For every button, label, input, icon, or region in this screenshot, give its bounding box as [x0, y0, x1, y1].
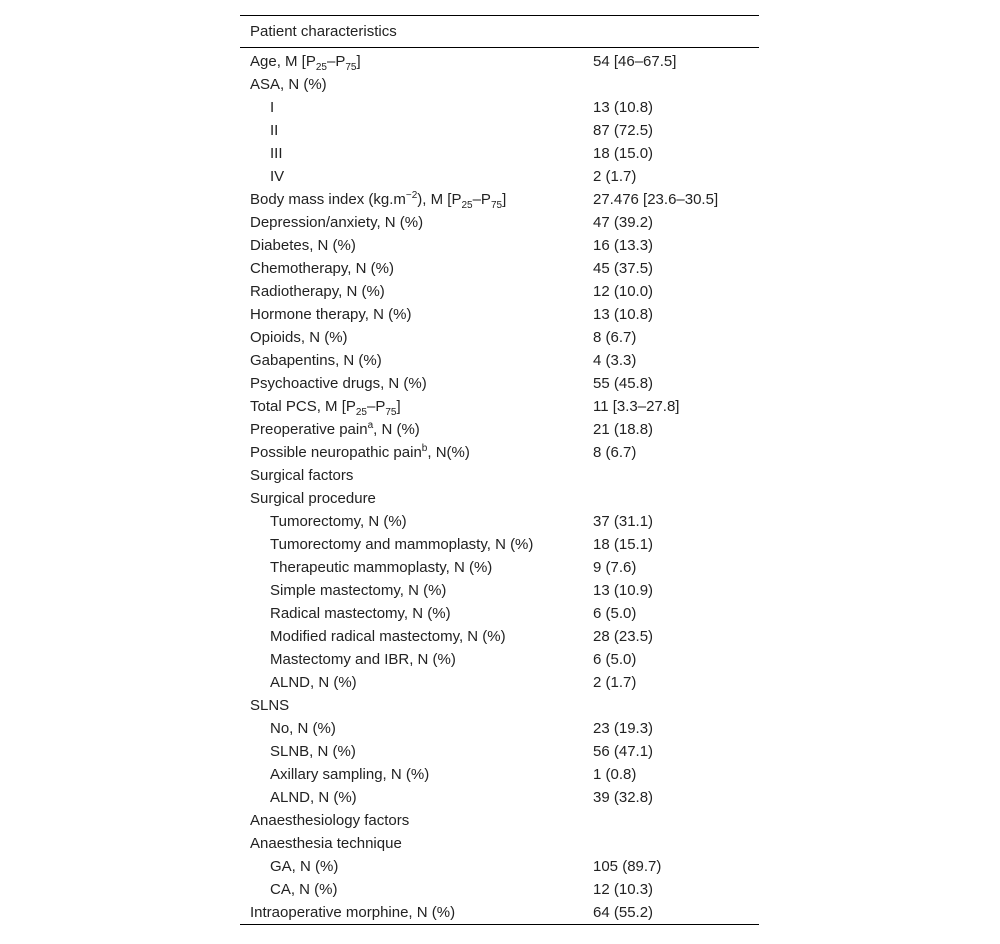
table-row [240, 349, 759, 372]
row-label: I [270, 99, 275, 116]
row-value [593, 809, 759, 832]
row-label: Gabapentins, N (%) [250, 352, 382, 369]
table-row [240, 625, 759, 648]
row-label: Tumorectomy and mammoplasty, N (%) [270, 536, 534, 553]
row-label: Diabetes, N (%) [250, 237, 356, 254]
row-value: 12 (10.0) [593, 283, 654, 300]
row-value: 11 [3.3–27.8] [593, 398, 680, 415]
row-label: Surgical factors [250, 467, 354, 484]
row-label: Possible neuropathic pain$^b$, N(%) [250, 443, 470, 461]
table-row [240, 763, 759, 786]
table-row [240, 694, 759, 717]
row-value: 55 (45.8) [593, 375, 654, 392]
table-row [240, 901, 759, 925]
row-label: ASA, N (%) [250, 76, 327, 93]
table-row [240, 671, 759, 694]
row-label: Axillary sampling, N (%) [270, 766, 430, 783]
row-label: Surgical procedure [250, 490, 376, 507]
row-label: GA, N (%) [270, 858, 339, 875]
row-label: Intraoperative morphine, N (%) [250, 904, 456, 921]
row-value: 28 (23.5) [593, 628, 654, 645]
row-value [593, 464, 759, 487]
row-value: 45 (37.5) [593, 260, 654, 277]
row-value: 39 (32.8) [593, 789, 654, 806]
table-row [240, 73, 759, 96]
row-label: Depression/anxiety, N (%) [250, 214, 424, 231]
row-label: Total PCS, M $[P_{25}-P_{75}]$ [250, 398, 401, 418]
row-value: 6 (5.0) [593, 605, 637, 622]
table-header: Patient characteristics [250, 23, 397, 40]
row-value: 1 (0.8) [593, 766, 637, 783]
row-value: 8 (6.7) [593, 444, 637, 461]
row-value: 13 (10.9) [593, 582, 654, 599]
patient-characteristics-table [240, 15, 759, 925]
table-row [240, 464, 759, 487]
row-value: 12 (10.3) [593, 881, 654, 898]
row-label: No, N (%) [270, 720, 336, 737]
table-header-row [240, 16, 759, 48]
row-label: III [270, 145, 283, 162]
table-row [240, 188, 759, 211]
row-label: Radiotherapy, N (%) [250, 283, 385, 300]
table-row [240, 303, 759, 326]
row-value: 23 (19.3) [593, 720, 654, 737]
row-label: Opioids, N (%) [250, 329, 348, 346]
patient-characteristics-table-container [240, 15, 759, 925]
row-value [593, 73, 759, 96]
row-value: 9 (7.6) [593, 559, 637, 576]
table-row [240, 48, 759, 74]
row-value: 2 (1.7) [593, 168, 637, 185]
row-label: IV [270, 168, 285, 185]
table-row [240, 96, 759, 119]
row-value [593, 487, 759, 510]
table-row [240, 372, 759, 395]
row-value: 13 (10.8) [593, 306, 654, 323]
row-label: Anaesthesia technique [250, 835, 402, 852]
row-label: ALND, N (%) [270, 674, 357, 691]
table-row [240, 211, 759, 234]
table-row [240, 165, 759, 188]
table-row [240, 510, 759, 533]
row-label: II [270, 122, 279, 139]
row-value [593, 832, 759, 855]
table-row [240, 395, 759, 418]
row-label: Tumorectomy, N (%) [270, 513, 407, 530]
row-label: Modified radical mastectomy, N (%) [270, 628, 506, 645]
row-label: SLNB, N (%) [270, 743, 356, 760]
row-value: 56 (47.1) [593, 743, 654, 760]
table-row [240, 119, 759, 142]
row-value: 105 (89.7) [593, 858, 662, 875]
table-row [240, 487, 759, 510]
row-label: Simple mastectomy, N (%) [270, 582, 447, 599]
table-row [240, 602, 759, 625]
row-value: 8 (6.7) [593, 329, 637, 346]
table-row [240, 257, 759, 280]
table-row [240, 533, 759, 556]
row-label: Radical mastectomy, N (%) [270, 605, 451, 622]
row-value: 21 (18.8) [593, 421, 654, 438]
table-row [240, 280, 759, 303]
table-row [240, 234, 759, 257]
row-value [593, 694, 759, 717]
row-label: Anaesthesiology factors [250, 812, 410, 829]
table-row [240, 878, 759, 901]
table-row [240, 717, 759, 740]
table-row [240, 740, 759, 763]
row-label: SLNS [250, 697, 290, 714]
table-row [240, 809, 759, 832]
row-label: Hormone therapy, N (%) [250, 306, 412, 323]
table-row [240, 556, 759, 579]
row-value: 64 (55.2) [593, 904, 654, 921]
table-row [240, 326, 759, 349]
row-label: Psychoactive drugs, N (%) [250, 375, 427, 392]
row-label: Mastectomy and IBR, N (%) [270, 651, 456, 668]
table-row [240, 418, 759, 441]
row-value: 13 (10.8) [593, 99, 654, 116]
table-row [240, 648, 759, 671]
row-label: Age, M $[P_{25}-P_{75}]$ [250, 53, 361, 73]
table-row [240, 142, 759, 165]
row-value: 18 (15.1) [593, 536, 654, 553]
row-value: 18 (15.0) [593, 145, 654, 162]
row-label: Chemotherapy, N (%) [250, 260, 394, 277]
row-label: CA, N (%) [270, 881, 338, 898]
table-row [240, 441, 759, 464]
row-value: 2 (1.7) [593, 674, 637, 691]
table-row [240, 832, 759, 855]
row-value: 4 (3.3) [593, 352, 637, 369]
row-label: Preoperative pain$^a$, N (%) [250, 420, 420, 438]
row-value: 47 (39.2) [593, 214, 654, 231]
row-value: 27.476 [23.6–30.5] [593, 191, 719, 208]
row-label: Therapeutic mammoplasty, N (%) [270, 559, 493, 576]
row-value: 16 (13.3) [593, 237, 654, 254]
table-row [240, 786, 759, 809]
row-value: 87 (72.5) [593, 122, 654, 139]
row-value: 37 (31.1) [593, 513, 654, 530]
row-label: Body mass index $(kg.m^{-2})$, M $[P_{25}-P_{75}]$ [250, 190, 507, 211]
table-row [240, 855, 759, 878]
table-row [240, 579, 759, 602]
row-value: 54 [46–67.5] [593, 53, 677, 70]
row-value: 6 (5.0) [593, 651, 637, 668]
row-label: ALND, N (%) [270, 789, 357, 806]
